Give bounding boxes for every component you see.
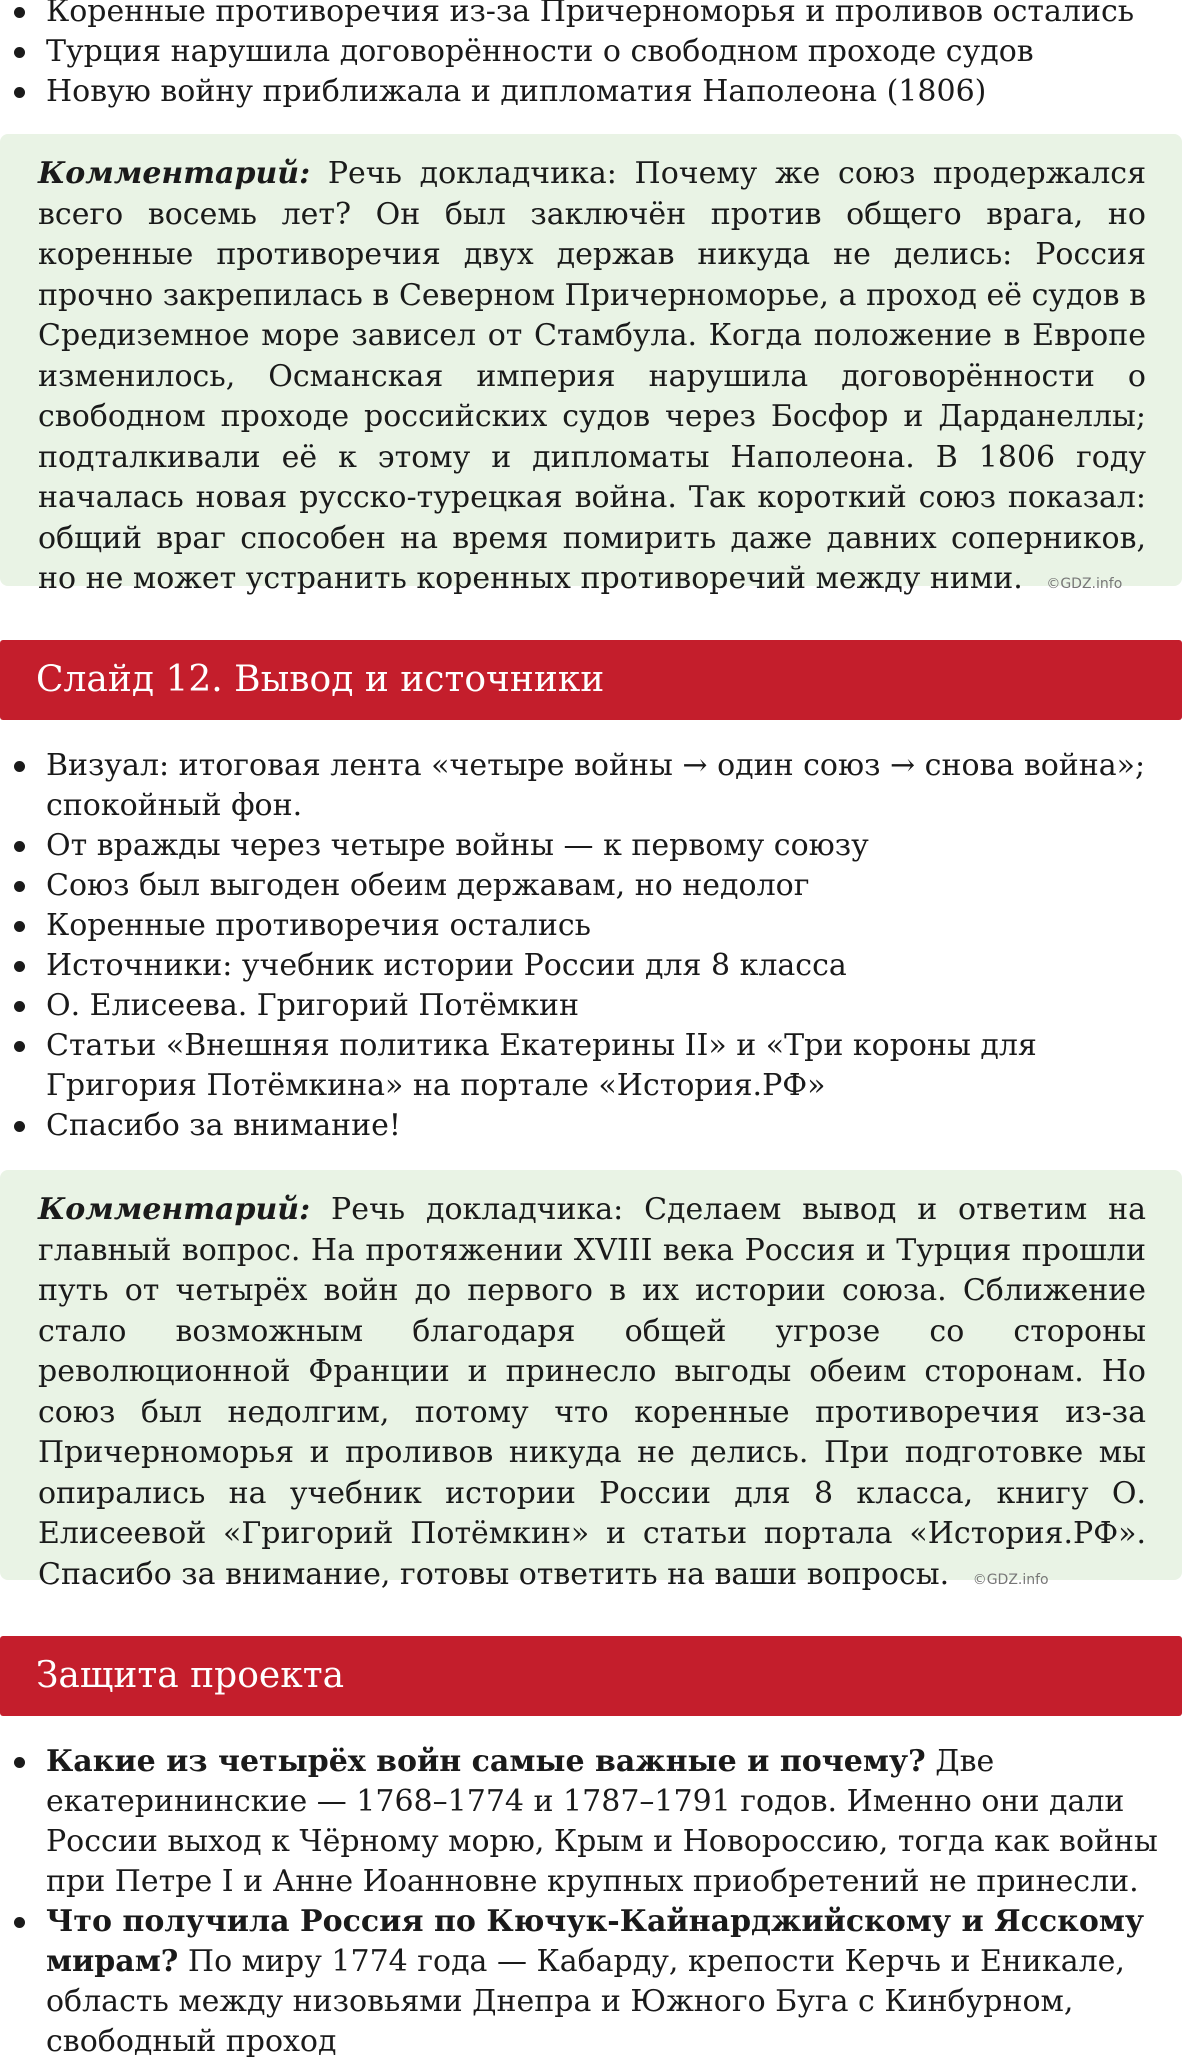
- comment-label: Комментарий:: [38, 156, 311, 191]
- list-item: Спасибо за внимание!: [12, 1106, 1182, 1146]
- watermark: ©GDZ.info: [1046, 576, 1123, 592]
- section-heading: Защита проекта: [0, 1636, 1182, 1716]
- list-item: Визуал: итоговая лента «четыре войны → один союз → снова война»; спокойный фон.: [12, 746, 1182, 826]
- top-bullet-list: [12, 0, 1182, 112]
- list-item: Статьи «Внешняя политика Екатерины II» и «Три короны для Григория Потёмкина» на портале «История.РФ»: [12, 1026, 1182, 1106]
- list-item: Источники: учебник истории России для 8 класса: [12, 946, 1182, 986]
- list-item: Турция нарушила договорённости о свободном проходе судов: [12, 32, 1182, 72]
- defense-qa-list: [12, 1742, 1182, 2062]
- watermark: ©GDZ.info: [972, 1571, 1049, 1588]
- list-item: Коренные противоречия из-за Причерноморья и проливов остались: [12, 0, 1182, 32]
- answer-text: Две екатерининские — 1768–1774 и 1787–1791 годов. Именно они дали России выход к Чёрному морю, Крым и Новороссию, тогда как войны при Петре I и Анне Иоанновне крупных приобретений не принесли.: [46, 1744, 1158, 1899]
- comment-text: Речь докладчика: Почему же союз продержался всего восемь лет? Он был заключён против общего врага, но коренные противоречия двух держав никуда не делись: Россия прочно закрепилась в Северном Причерноморье, а проход её судов в Средиземное море зависел от Стамбула. Когда положение в Европе изменилось, Османская империя нарушила договорённости о свободном проходе российских судов через Босфор и Дарданеллы; подталкивали её к этому и дипломаты Наполеона. В 1806 году началась новая русско-турецкая война. Так короткий союз показал: общий враг способен на время помирить даже давних соперников, но не может устранить коренных противоречий между ними.: [38, 156, 1146, 596]
- list-item: Новую войну приближала и дипломатия Наполеона (1806): [12, 72, 1182, 112]
- list-item: О. Елисеева. Григорий Потёмкин: [12, 986, 1182, 1026]
- list-item: Коренные противоречия остались: [12, 906, 1182, 946]
- qa-item: [12, 1742, 1182, 1902]
- qa-item: [12, 1902, 1182, 2062]
- slide12-bullet-list: [12, 746, 1182, 1146]
- list-item: От вражды через четыре войны — к первому союзу: [12, 826, 1182, 866]
- list-item: Союз был выгоден обеим державам, но недолог: [12, 866, 1182, 906]
- answer-text: По миру 1774 года — Кабарду, крепости Керчь и Еникале, область между низовьями Днепра и Южного Буга с Кинбурном, свободный проход: [46, 1944, 1125, 2059]
- comment-label: Комментарий:: [38, 1192, 311, 1227]
- question-text: Какие из четырёх войн самые важные и почему?: [46, 1744, 926, 1779]
- comment-text: Речь докладчика: Сделаем вывод и ответим на главный вопрос. На протяжении XVIII века Россия и Турция прошли путь от четырёх войн до первого в их истории союза. Сближение стало возможным благодаря общей угрозе со стороны революционной Франции и принесло выгоды обеим сторонам. Но союз был недолгим, потому что коренные противоречия из-за Причерноморья и проливов никуда не делись. При подготовке мы опирались на учебник истории России для 8 класса, книгу О. Елисеевой «Григорий Потёмкин» и статьи портала «История.РФ». Спасибо за внимание, готовы ответить на ваши вопросы.: [38, 1192, 1146, 1592]
- comment-box: [0, 1170, 1182, 1592]
- slide-heading: Слайд 12. Вывод и источники: [0, 640, 1182, 720]
- question-text: Что получила Россия по Кючук-Кайнарджийскому и Ясскому мирам?: [46, 1904, 1145, 1979]
- comment-box: [0, 134, 1182, 596]
